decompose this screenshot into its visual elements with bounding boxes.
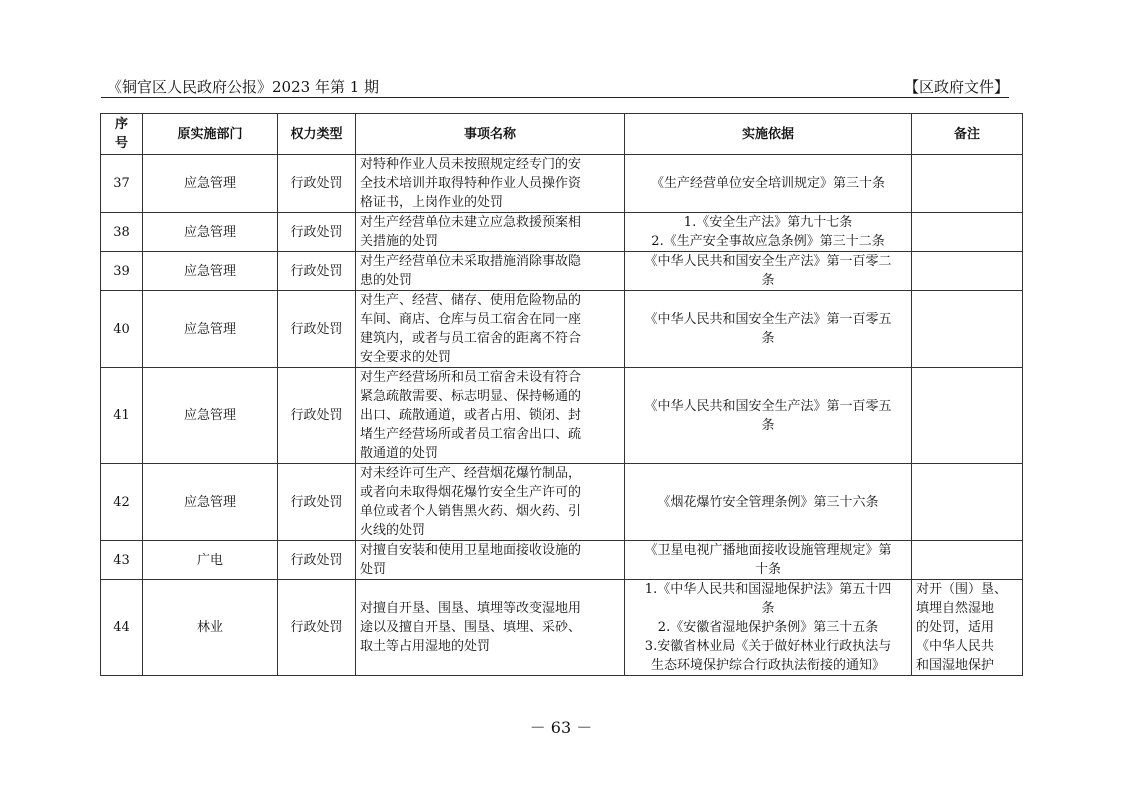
row-basis (625, 541, 912, 580)
row-power-type: 行政处罚 (278, 213, 356, 252)
row-department: 应急管理 (143, 291, 278, 368)
row-basis-line: 条 (761, 417, 775, 433)
row-department: 广电 (143, 541, 278, 580)
column-header-department: 原实施部门 (143, 114, 278, 155)
page-header (101, 76, 1009, 98)
row-basis (625, 580, 912, 676)
row-note (912, 291, 1023, 368)
row-item-name (356, 213, 625, 252)
row-index: 44 (101, 580, 143, 676)
section-label: 【区政府文件】 (903, 78, 1009, 96)
row-basis-line: 生态环境保护综合行政执法衔接的通知》 (650, 658, 885, 673)
row-item-name-line: 散通道的处罚 (360, 446, 439, 461)
table-row (101, 368, 1023, 464)
row-power-type: 行政处罚 (278, 155, 356, 213)
column-header-basis: 实施依据 (625, 114, 912, 155)
row-department: 应急管理 (143, 464, 278, 541)
row-note (912, 368, 1023, 464)
row-item-name-line: 紧急疏散需要、标志明显、保持畅通的 (360, 389, 582, 404)
table-header-row (101, 114, 1023, 155)
row-item-name-line: 对擅自开垦、围垦、填埋等改变湿地用 (360, 601, 582, 616)
column-header-power-type: 权力类型 (278, 114, 356, 155)
row-department: 应急管理 (143, 368, 278, 464)
row-basis-line: 十条 (754, 562, 781, 577)
row-item-name (356, 252, 625, 291)
row-item-name-line: 对生产、经营、储存、使用危险物品的 (360, 293, 582, 308)
row-item-name (356, 155, 625, 213)
row-basis-line: 《中华人民共和国安全生产法》第一百零五 (644, 398, 892, 414)
row-note (912, 213, 1023, 252)
row-note-line: 和国湿地保护 (916, 658, 995, 673)
row-index: 41 (101, 368, 143, 464)
table-row (101, 291, 1023, 368)
row-basis-line: 《中华人民共和国安全生产法》第一百零五 (644, 312, 892, 327)
power-items-table (100, 113, 1023, 676)
gazette-title: 《铜官区人民政府公报》2023 年第 1 期 (107, 78, 380, 96)
row-item-name-line: 对生产经营单位未建立应急救援预案相 (360, 215, 582, 230)
row-power-type: 行政处罚 (278, 252, 356, 291)
row-item-name-line: 对特种作业人员未按照规定经专门的安 (360, 157, 582, 172)
row-basis (625, 368, 912, 464)
row-item-name-line: 建筑内，或者与员工宿舍的距离不符合 (360, 331, 582, 346)
row-item-name-line: 对擅自安装和使用卫星地面接收设施的 (360, 543, 582, 558)
row-index: 40 (101, 291, 143, 368)
table-row (101, 541, 1023, 580)
row-power-type: 行政处罚 (278, 464, 356, 541)
row-basis-line: 《卫星电视广播地面接收设施管理规定》第 (644, 543, 892, 558)
row-item-name-line: 患的处罚 (360, 273, 413, 288)
row-basis-line: 条 (761, 331, 775, 346)
row-index: 39 (101, 252, 143, 291)
row-index: 38 (101, 213, 143, 252)
row-basis (625, 291, 912, 368)
row-index: 42 (101, 464, 143, 541)
page-number: － 63 － (529, 718, 593, 737)
row-note-line: 的处罚，适用 (916, 620, 995, 635)
row-power-type: 行政处罚 (278, 291, 356, 368)
table-row (101, 580, 1023, 676)
row-item-name (356, 291, 625, 368)
row-index: 43 (101, 541, 143, 580)
column-header-index: 序 号 (101, 114, 143, 155)
table-row (101, 213, 1023, 252)
table-row (101, 464, 1023, 541)
row-basis-line: 条 (761, 273, 775, 288)
column-header-item-name: 事项名称 (356, 114, 625, 155)
row-item-name-line: 处罚 (360, 562, 387, 577)
row-basis-line: 1.《中华人民共和国湿地保护法》第五十四 (644, 582, 892, 597)
row-department: 应急管理 (143, 252, 278, 291)
row-index: 37 (101, 155, 143, 213)
row-basis-line: 1.《安全生产法》第九十七条 (683, 215, 853, 230)
row-item-name-line: 全技术培训并取得特种作业人员操作资 (360, 176, 582, 191)
row-basis-line: 2.《安徽省湿地保护条例》第三十五条 (657, 620, 879, 635)
row-basis (625, 155, 912, 213)
row-item-name-line: 格证书，上岗作业的处罚 (360, 195, 504, 210)
row-department: 应急管理 (143, 155, 278, 213)
row-item-name-line: 途以及擅自开垦、围垦、填埋、采砂、 (360, 620, 582, 635)
table-row (101, 155, 1023, 213)
row-basis-line: 2.《生产安全事故应急条例》第三十二条 (651, 234, 885, 249)
row-item-name-line: 关措施的处罚 (360, 234, 439, 249)
row-basis (625, 213, 912, 252)
row-power-type: 行政处罚 (278, 368, 356, 464)
row-basis (625, 252, 912, 291)
row-note-line: 《中华人民共 (916, 639, 995, 654)
row-note (912, 464, 1023, 541)
row-item-name (356, 541, 625, 580)
row-power-type: 行政处罚 (278, 580, 356, 676)
row-item-name-line: 火线的处罚 (360, 523, 426, 538)
row-item-name-line: 出口、疏散通道，或者占用、锁闭、封 (360, 408, 582, 423)
row-item-name-line: 对生产经营单位未采取措施消除事故隐 (360, 254, 582, 269)
row-item-name-line: 单位或者个人销售黑火药、烟火药、引 (360, 504, 582, 519)
row-basis (625, 464, 912, 541)
row-department: 应急管理 (143, 213, 278, 252)
row-power-type: 行政处罚 (278, 541, 356, 580)
row-note (912, 252, 1023, 291)
row-basis-line: 《中华人民共和国安全生产法》第一百零二 (644, 254, 892, 269)
row-item-name (356, 580, 625, 676)
row-item-name-line: 安全要求的处罚 (360, 350, 452, 365)
row-note-line: 对开（围）垦、 (916, 582, 1008, 597)
row-department: 林业 (143, 580, 278, 676)
row-item-name-line: 对未经许可生产、经营烟花爆竹制品， (360, 466, 582, 481)
row-basis-line: 3.安徽省林业局《关于做好林业行政执法与 (644, 639, 892, 654)
row-item-name-line: 堵生产经营场所或者员工宿舍出口、疏 (360, 427, 582, 442)
row-item-name-line: 对生产经营场所和员工宿舍未设有符合 (360, 370, 582, 385)
row-note (912, 580, 1023, 676)
row-item-name-line: 车间、商店、仓库与员工宿舍在同一座 (360, 312, 582, 327)
row-item-name (356, 464, 625, 541)
row-basis-line: 《生产经营单位安全培训规定》第三十条 (650, 176, 885, 191)
column-header-note: 备注 (912, 114, 1023, 155)
row-item-name-line: 或者向未取得烟花爆竹安全生产许可的 (360, 485, 582, 500)
row-note-line: 填埋自然湿地 (916, 601, 995, 616)
table-row (101, 252, 1023, 291)
row-item-name (356, 368, 625, 464)
row-basis-line: 《烟花爆竹安全管理条例》第三十六条 (657, 494, 879, 510)
row-item-name-line: 取土等占用湿地的处罚 (360, 639, 491, 654)
row-note (912, 541, 1023, 580)
row-basis-line: 条 (761, 601, 775, 616)
row-note (912, 155, 1023, 213)
